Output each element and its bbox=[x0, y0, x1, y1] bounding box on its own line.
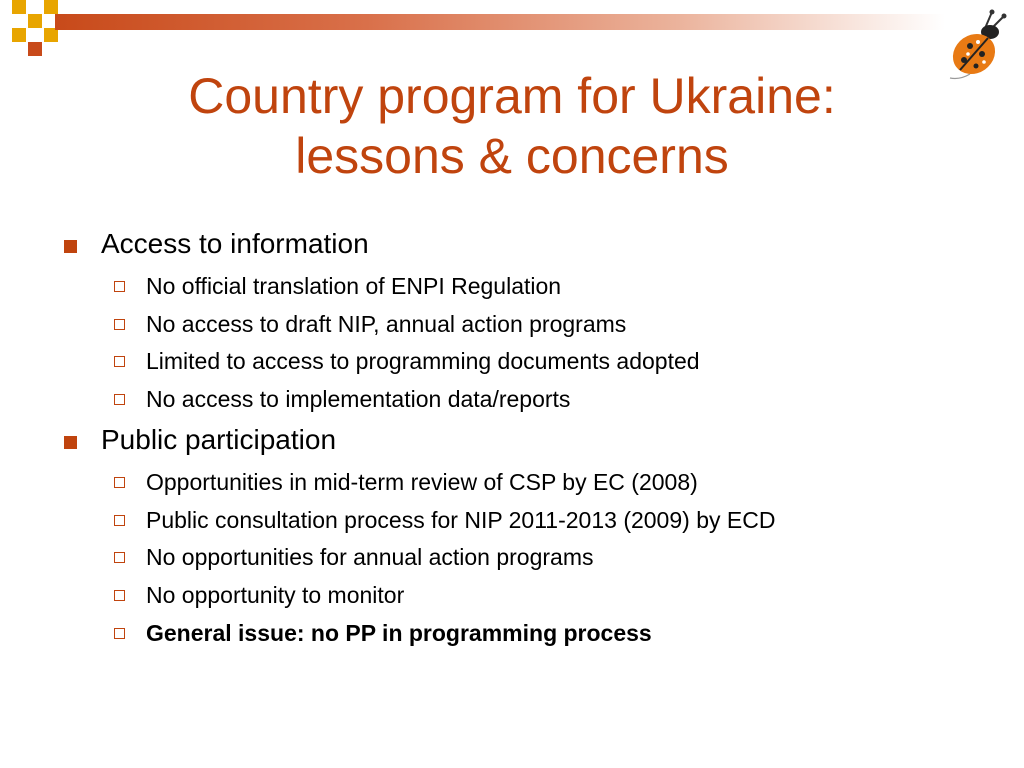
list-item: No opportunities for annual action programs bbox=[146, 544, 594, 570]
title-line-2: lessons & concerns bbox=[295, 128, 729, 184]
list-item-general-issue: General issue: no PP in programming process bbox=[146, 620, 652, 646]
list-item: No official translation of ENPI Regulation bbox=[146, 273, 562, 299]
filled-square-bullet-icon bbox=[64, 240, 77, 253]
section-heading-access: Access to information bbox=[101, 228, 369, 259]
hollow-square-bullet-icon bbox=[114, 394, 125, 405]
section-heading-participation: Public participation bbox=[101, 424, 337, 455]
hollow-square-bullet-icon bbox=[114, 477, 125, 488]
hollow-square-bullet-icon bbox=[114, 281, 125, 292]
hollow-square-bullet-icon bbox=[114, 319, 125, 330]
list-item: Public consultation process for NIP 2011-2013 (2009) by ECD bbox=[146, 507, 776, 533]
list-item: Opportunities in mid-term review of CSP by EC (2008) bbox=[146, 469, 698, 495]
hollow-square-bullet-icon bbox=[114, 515, 125, 526]
list-item: Limited to access to programming documents adopted bbox=[146, 348, 700, 374]
list-item: No access to draft NIP, annual action programs bbox=[146, 311, 627, 337]
title-line-1: Country program for Ukraine: bbox=[188, 68, 836, 124]
list-item: No access to implementation data/reports bbox=[146, 386, 571, 412]
hollow-square-bullet-icon bbox=[114, 552, 125, 563]
hollow-square-bullet-icon bbox=[114, 590, 125, 601]
list-item: No opportunity to monitor bbox=[146, 582, 405, 608]
hollow-square-bullet-icon bbox=[114, 356, 125, 367]
hollow-square-bullet-icon bbox=[114, 628, 125, 639]
filled-square-bullet-icon bbox=[64, 436, 77, 449]
